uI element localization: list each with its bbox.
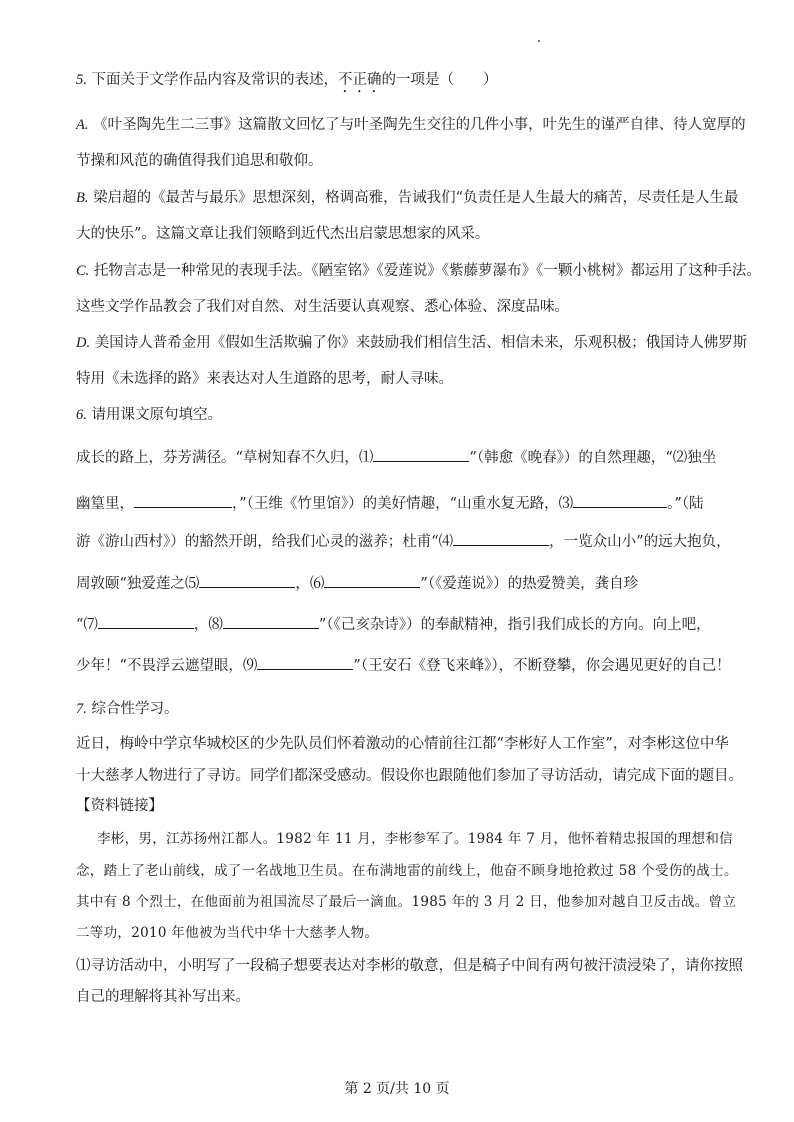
q5-option-a-line1: A. 《叶圣陶先生二三事》这篇散文回忆了与叶圣陶先生交往的几件小事，叶先生的谨严自律、待人宽厚的 — [76, 117, 746, 133]
q6-line3: 游《游山西村》）的豁然开朗，给我们心灵的滋养；杜甫“⑷ ，一览众山小”的远大抱负， — [76, 530, 726, 552]
q7-sub1-line2: 自己的理解将其补写出来。 — [76, 989, 250, 1005]
q5-option-d-line2: 特用《未选择的路》来表达对人生道路的思考，耐人寻味。 — [76, 371, 453, 387]
q6-stem: 6. 请用课文原句填空。 — [76, 407, 222, 423]
blank-8[interactable] — [223, 613, 319, 629]
blank-3[interactable] — [573, 492, 667, 508]
q6-line6: 少年！“不畏浮云遮望眼，⑼ ”（王安石《登飞来峰》），不断登攀，你会遇见更好的自己！ — [76, 654, 726, 676]
blank-5[interactable] — [199, 572, 295, 588]
q5-option-a-line2: 节操和风范的确值得我们追思和敬仰。 — [76, 153, 323, 169]
q6-line2: 幽篁里， ，”（王维《竹里馆》）的美好情趣，“山重水复无路，⑶ 。”（陆 — [76, 492, 726, 514]
page-footer: 第 2 页/共 10 页 — [344, 1081, 450, 1097]
option-d-label: D. — [76, 335, 91, 351]
page-mark-dot — [538, 40, 540, 42]
blank-9[interactable] — [257, 654, 353, 670]
q7-number: 7. — [76, 701, 87, 717]
material-line3: 其中有 8 个烈士，在他面前为祖国流尽了最后一滴血。1985 年的 3 月 2 日，他参加对越自卫反击战。曾立 — [76, 894, 737, 910]
q7-intro-line1: 近日，梅岭中学京华城校区的少先队员们怀着激动的心情前往江都“李彬好人工作室”，对李彬这位中华 — [76, 736, 729, 752]
material-line4: 二等功，2010 年他被为当代中华十大慈孝人物。 — [76, 925, 379, 941]
q6-number: 6. — [76, 407, 87, 423]
q5-option-c-line1: C. 托物言志是一种常见的表现手法。《陋室铭》《爱莲说》《紫藤萝瀑布》《一颗小桃树》都运用了这种手法。 — [76, 263, 761, 279]
q6-line5: “⑺ ，⑻ ”（《己亥杂诗》）的奉献精神，指引我们成长的方向。向上吧， — [76, 613, 726, 635]
q7-sub1-line1: ⑴寻访活动中，小明写了一段稿子想要表达对李彬的敬意，但是稿子中间有两句被汗渍浸染了，请你按照 — [76, 958, 743, 974]
blank-4[interactable] — [453, 530, 549, 546]
option-a-label: A. — [76, 117, 89, 133]
q6-line4: 周敦颐“独爱莲之⑸ ，⑹ ”（《爱莲说》）的热爱赞美，龚自珍 — [76, 572, 726, 594]
q6-line1: 成长的路上，芬芳满径。“草树知春不久归，⑴ ”（韩愈《晚春》）的自然理趣，“⑵独坐 — [76, 446, 726, 468]
q5-option-d-line1: D. 美国诗人普希金用《假如生活欺骗了你》来鼓励我们相信生活、相信未来，乐观积极；俄国诗人佛罗斯 — [76, 335, 748, 351]
blank-6[interactable] — [324, 572, 420, 588]
option-c-label: C. — [76, 263, 90, 279]
blank-7[interactable] — [98, 613, 194, 629]
q5-option-c-line2: 这些文学作品教会了我们对自然、对生活要认真观察、悉心体验、深度品味。 — [76, 299, 569, 315]
q5-stem: 5. 下面关于文学作品内容及常识的表述，不正确的一项是（ ） — [76, 72, 498, 88]
blank-1[interactable] — [373, 446, 469, 462]
emphasis-not-correct: 不正确 — [337, 72, 382, 88]
q7-intro-line2: 十大慈孝人物进行了寻访。同学们都深受感动。假设你也跟随他们参加了寻访活动，请完成下面的题目。 — [76, 768, 743, 784]
option-b-label: B. — [76, 190, 89, 206]
material-line1: 李彬，男，江苏扬州江都人。1982 年 11 月，李彬参军了。1984 年 7 月，他怀着精忠报国的理想和信 — [97, 831, 733, 847]
blank-2[interactable] — [134, 492, 232, 508]
q7-stem: 7. 综合性学习。 — [76, 701, 179, 717]
resource-link-heading: 【资料链接】 — [76, 798, 163, 814]
q5-option-b-line2: 大的快乐”。这篇文章让我们领略到近代杰出启蒙思想家的风采。 — [76, 226, 490, 242]
q5-number: 5. — [76, 72, 87, 88]
material-line2: 念，踏上了老山前线，成了一名战地卫生员。在布满地雷的前线上，他奋不顾身地抢救过 58 个受伤的战士。 — [76, 863, 738, 879]
q5-option-b-line1: B. 梁启超的《最苦与最乐》思想深刻，格调高雅，告诫我们“负责任是人生最大的痛苦，尽责任是人生最 — [76, 190, 739, 206]
